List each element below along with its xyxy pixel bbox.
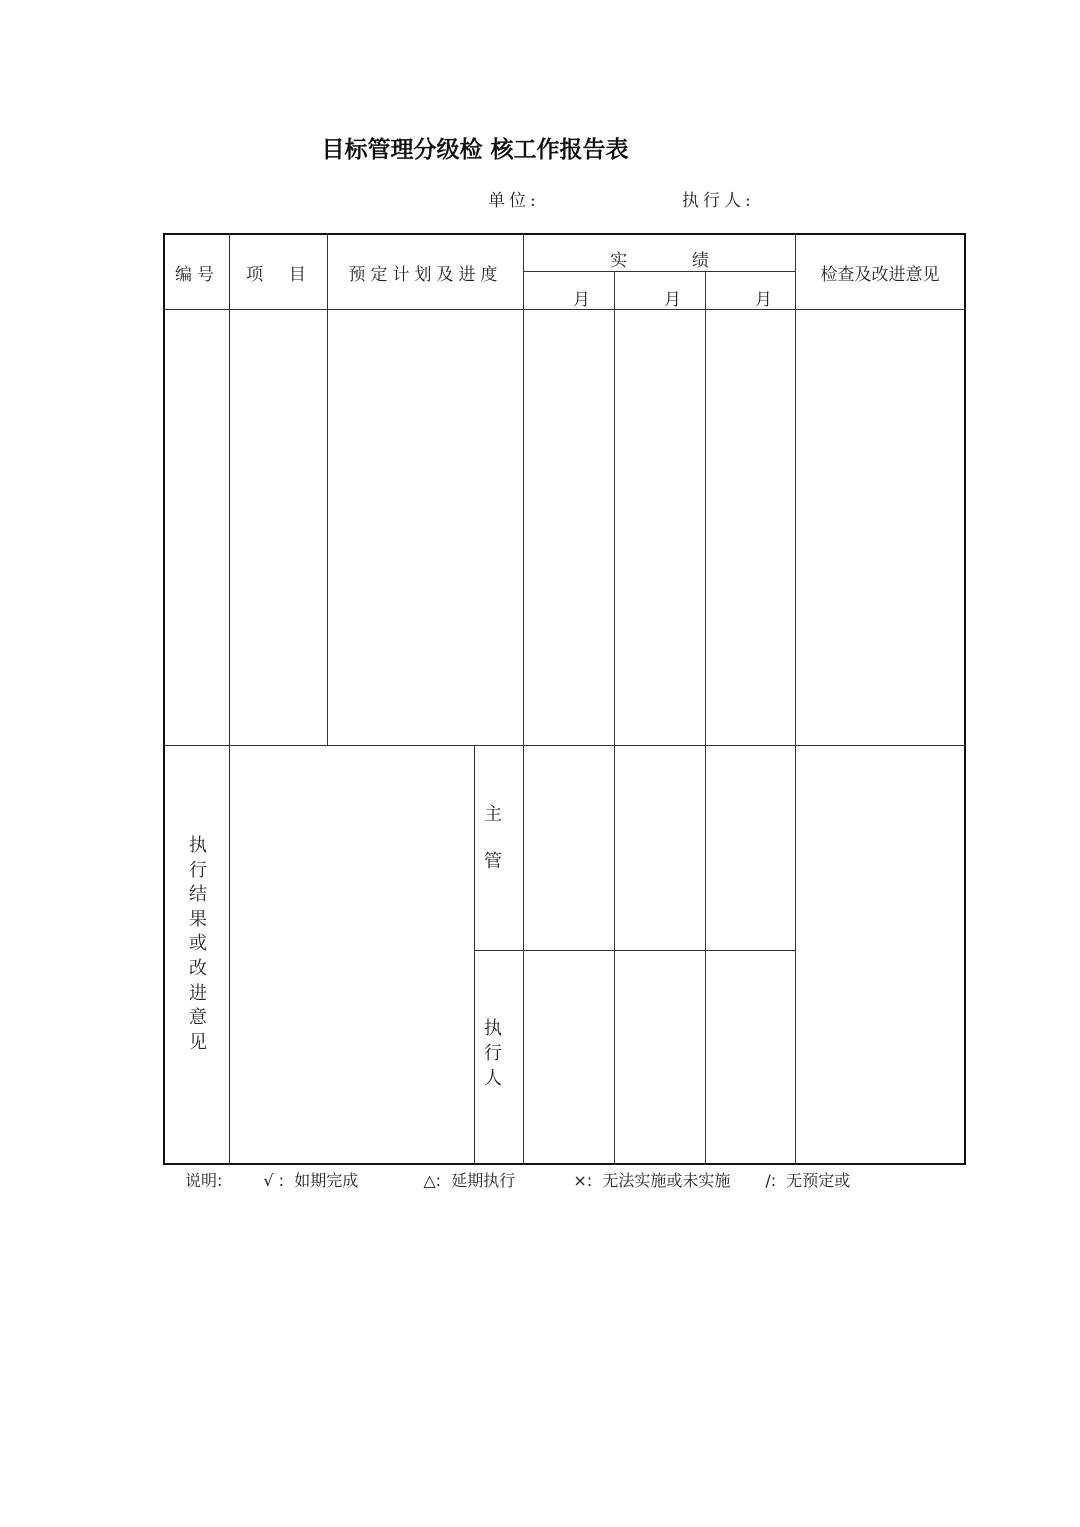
legend-item-none: /: 无预定或 bbox=[765, 1170, 851, 1190]
result-label: 执 行 结 果 或 改 进 意 见 bbox=[189, 835, 207, 1053]
header-performance: 实 绩 bbox=[610, 250, 709, 271]
check-icon: √ bbox=[263, 1170, 274, 1190]
legend bbox=[185, 1167, 885, 1191]
triangle-icon: △ bbox=[423, 1170, 436, 1190]
col-rule-performance bbox=[795, 233, 796, 1165]
col-rule-plan bbox=[523, 233, 524, 1165]
cross-icon: × bbox=[573, 1170, 587, 1190]
executor-label: 执 行 人 bbox=[484, 1018, 502, 1089]
header-item: 项 目 bbox=[246, 264, 311, 285]
header-plan: 预定计划及进度 bbox=[348, 264, 503, 285]
header-month-3: 月 bbox=[755, 289, 772, 310]
performance-header-divider bbox=[523, 271, 795, 272]
executor-header-label: 执行人: bbox=[682, 191, 755, 211]
header-month-1: 月 bbox=[573, 289, 590, 310]
col-rule-number bbox=[229, 233, 230, 1165]
legend-item-delayed: △: 延期执行 bbox=[423, 1170, 516, 1190]
supervisor-label: 主 管 bbox=[484, 804, 502, 872]
unit-label: 单位: bbox=[488, 191, 540, 211]
header-number: 编号 bbox=[175, 264, 219, 285]
header-month-2: 月 bbox=[664, 289, 681, 310]
col-rule-month1 bbox=[614, 271, 615, 1165]
header-review: 检查及改进意见 bbox=[820, 264, 940, 285]
legend-prefix: 说明: bbox=[185, 1170, 223, 1190]
col-rule-month2 bbox=[705, 271, 706, 1165]
document-title: 目标管理分级检 核工作报告表 bbox=[321, 137, 629, 163]
col-rule-item bbox=[327, 233, 328, 745]
table-border-left bbox=[163, 233, 165, 1165]
table-border-right bbox=[964, 233, 966, 1165]
section-divider-rule bbox=[163, 745, 966, 746]
legend-item-on-time: √ : 如期完成 bbox=[263, 1170, 359, 1190]
legend-item-not-implemented: ×: 无法实施或未实施 bbox=[573, 1170, 731, 1190]
col-rule-role bbox=[474, 745, 475, 1165]
slash-icon: / bbox=[765, 1170, 771, 1190]
